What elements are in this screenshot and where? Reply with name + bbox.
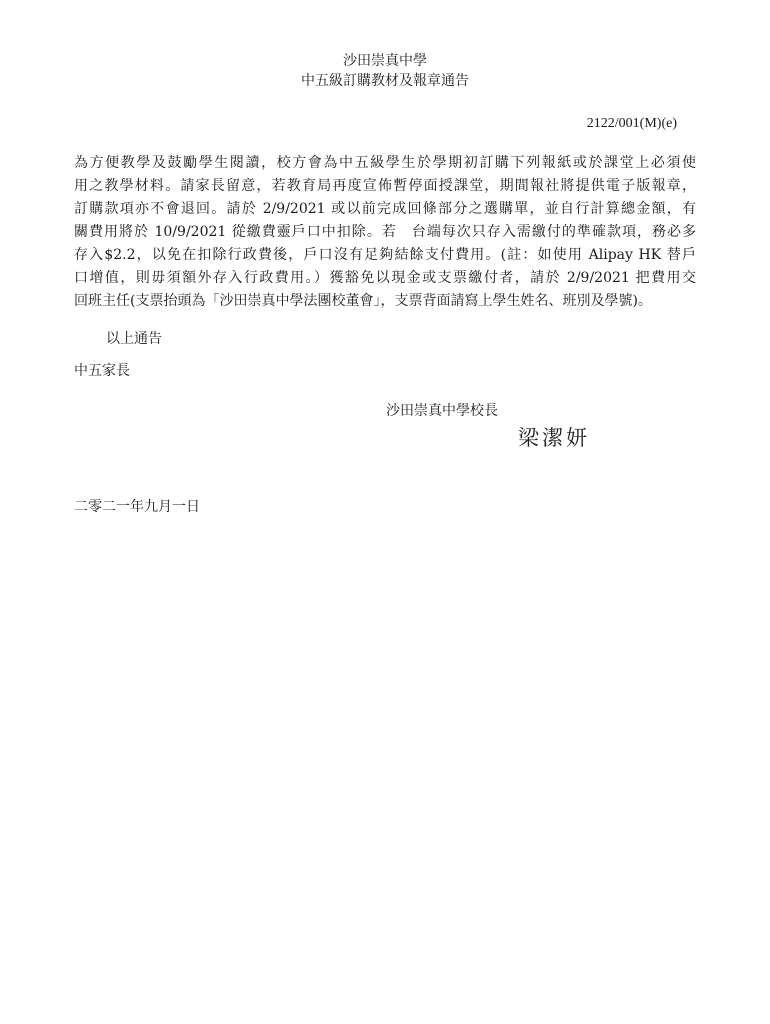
principal-signature: 梁潔妍 [518, 426, 590, 450]
notice-date: 二零二一年九月一日 [74, 499, 200, 515]
notice-body [74, 152, 696, 313]
body-line: 為方便教學及鼓勵學生閱讀，校方會為中五級學生於學期初訂購下列報紙或於課堂上必須使 [74, 155, 696, 171]
body-line: 用之教學材料。請家長留意，若教育局再度宣佈暫停面授課堂，期間報社將提供電子版報章， [74, 178, 696, 194]
reference-number: 2122/001(M)(e) [586, 116, 677, 131]
body-line: 口增值，則毋須額外存入行政費用。）獲豁免以現金或支票繳付者，請於 2/9/2021 把費用交 [74, 270, 696, 286]
recipient: 中五家長 [74, 363, 130, 379]
school-name: 沙田崇真中學 [343, 53, 427, 69]
body-line: 訂購款項亦不會退回。請於 2/9/2021 或以前完成回條部分之選購單，並自行計算總金額，有 [74, 201, 696, 217]
signer-title: 沙田崇真中學校長 [386, 403, 498, 419]
body-line: 存入$2.2，以免在扣除行政費後，戶口沒有足夠結餘支付費用。(註：如使用 Alipay HK 替戶 [74, 247, 696, 263]
notice-title: 中五級訂購教材及報章通告 [301, 73, 469, 89]
body-line: 回班主任(支票抬頭為「沙田崇真中學法團校董會」，支票背面請寫上學生姓名、班別及學號)。 [74, 293, 652, 309]
closing-remark: 以上通告 [106, 331, 162, 347]
body-line: 關費用將於 10/9/2021 從繳費靈戶口中扣除。若 台端每次只存入需繳付的準確款項，務必多 [74, 224, 696, 240]
